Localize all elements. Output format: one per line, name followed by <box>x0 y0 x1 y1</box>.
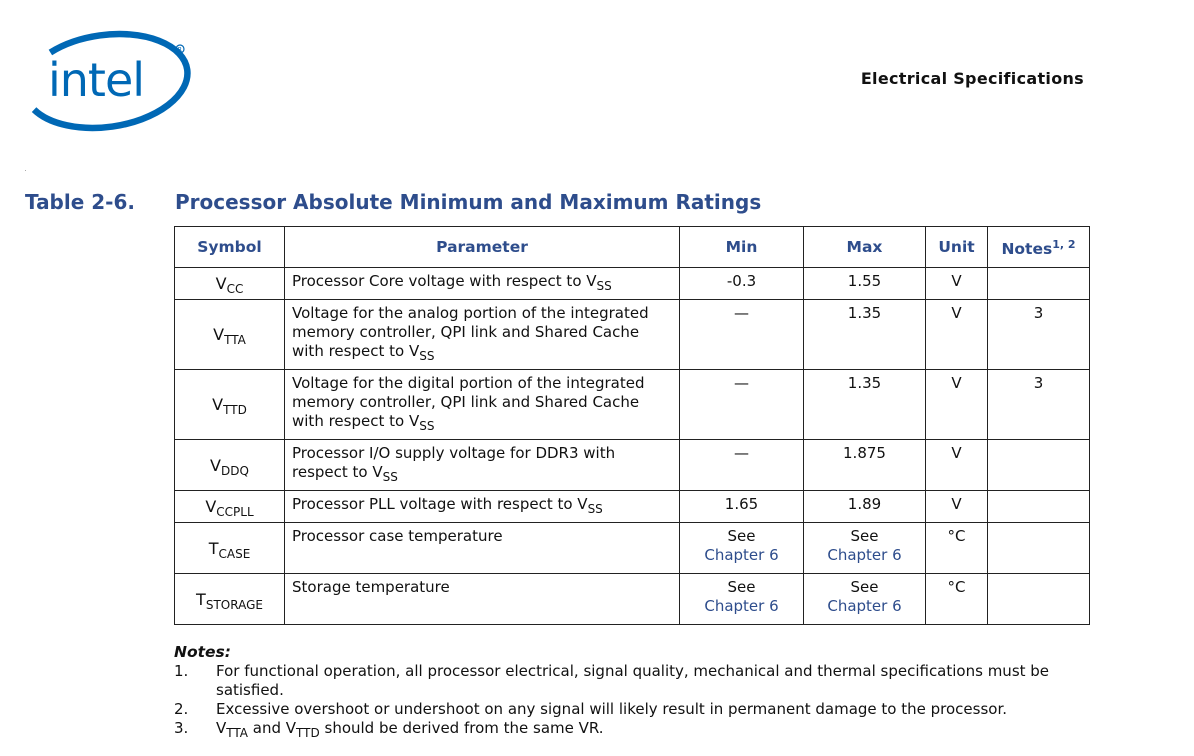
table-row <box>175 440 1090 491</box>
max-cell: 1.35 <box>804 370 926 440</box>
col-header-symbol: Symbol <box>175 227 285 268</box>
intel-logo <box>22 26 198 132</box>
parameter-cell: Processor Core voltage with respect to $V_{SS}$ <box>285 268 680 300</box>
max-cell: 1.89 <box>804 491 926 523</box>
table-row <box>175 300 1090 370</box>
unit-cell: V <box>926 268 988 300</box>
notes-cell: 3 <box>988 300 1090 370</box>
table-row <box>175 370 1090 440</box>
max-cell: 1.875 <box>804 440 926 491</box>
min-cell: 1.65 <box>680 491 804 523</box>
col-header-min: Min <box>680 227 804 268</box>
notes-cell <box>988 268 1090 300</box>
min-cell: — <box>680 300 804 370</box>
parameter-cell: Processor case temperature <box>285 523 680 574</box>
note-item: 2. Excessive overshoot or undershoot on any signal will likely result in permanent damage to the processor. <box>174 700 1008 718</box>
unit-cell: V <box>926 440 988 491</box>
notes-title: Notes: <box>174 643 231 661</box>
col-header-unit: Unit <box>926 227 988 268</box>
max-cell: See Chapter 6 <box>804 523 926 574</box>
parameter-cell: Voltage for the digital portion of the integrated memory controller, QPI link and Shared Cache with respect to $V_{SS}$ <box>285 370 680 440</box>
chapter-link[interactable]: Chapter 6 <box>827 546 902 564</box>
table-row <box>175 491 1090 523</box>
chapter-link[interactable]: Chapter 6 <box>704 546 779 564</box>
table-row <box>175 268 1090 300</box>
parameter-cell: Voltage for the analog portion of the integrated memory controller, QPI link and Shared Cache with respect to $V_{SS}$ <box>285 300 680 370</box>
symbol-cell: $V_{CC}$ <box>175 268 285 300</box>
notes-cell <box>988 440 1090 491</box>
min-cell: — <box>680 370 804 440</box>
divider <box>25 170 26 171</box>
unit-cell: V <box>926 300 988 370</box>
col-header-parameter: Parameter <box>285 227 680 268</box>
unit-cell: °C <box>926 523 988 574</box>
table-row <box>175 523 1090 574</box>
symbol-cell: $V_{TTD}$ <box>175 370 285 440</box>
symbol-cell: $T_{CASE}$ <box>175 523 285 574</box>
parameter-cell: Processor PLL voltage with respect to $V_{SS}$ <box>285 491 680 523</box>
notes-cell <box>988 574 1090 625</box>
chapter-link[interactable]: Chapter 6 <box>827 597 902 615</box>
max-cell: 1.55 <box>804 268 926 300</box>
table-row <box>175 574 1090 625</box>
notes-section <box>174 643 1104 738</box>
notes-cell <box>988 523 1090 574</box>
notes-cell: 3 <box>988 370 1090 440</box>
symbol-cell: $T_{STORAGE}$ <box>175 574 285 625</box>
table-title: Processor Absolute Minimum and Maximum Ratings <box>175 190 762 214</box>
symbol-cell: $V_{CCPLL}$ <box>175 491 285 523</box>
note-item: 1. For functional operation, all processor electrical, signal quality, mechanical and thermal specifications must be satisfied. <box>174 662 1050 699</box>
min-cell: -0.3 <box>680 268 804 300</box>
notes-cell <box>988 491 1090 523</box>
unit-cell: V <box>926 370 988 440</box>
svg-text:intel: intel <box>48 53 145 107</box>
min-cell: — <box>680 440 804 491</box>
symbol-cell: $V_{DDQ}$ <box>175 440 285 491</box>
min-cell: See Chapter 6 <box>680 523 804 574</box>
parameter-cell: Storage temperature <box>285 574 680 625</box>
parameter-cell: Processor I/O supply voltage for DDR3 with respect to $V_{SS}$ <box>285 440 680 491</box>
ratings-table <box>174 226 1090 625</box>
table-number: Table 2-6. <box>25 190 135 214</box>
svg-text:R: R <box>177 46 182 54</box>
unit-cell: V <box>926 491 988 523</box>
col-header-max: Max <box>804 227 926 268</box>
note-item: 3. $V_{TTA}$ and $V_{TTD}$ should be derived from the same VR. <box>174 719 604 740</box>
col-header-notes: Notes$^{1, 2}$ <box>988 227 1090 268</box>
symbol-cell: $V_{TTA}$ <box>175 300 285 370</box>
section-title: Electrical Specifications <box>860 69 1084 88</box>
max-cell: 1.35 <box>804 300 926 370</box>
table-caption <box>25 190 761 214</box>
max-cell: See Chapter 6 <box>804 574 926 625</box>
table-header-row <box>175 227 1090 268</box>
unit-cell: °C <box>926 574 988 625</box>
min-cell: See Chapter 6 <box>680 574 804 625</box>
chapter-link[interactable]: Chapter 6 <box>704 597 779 615</box>
